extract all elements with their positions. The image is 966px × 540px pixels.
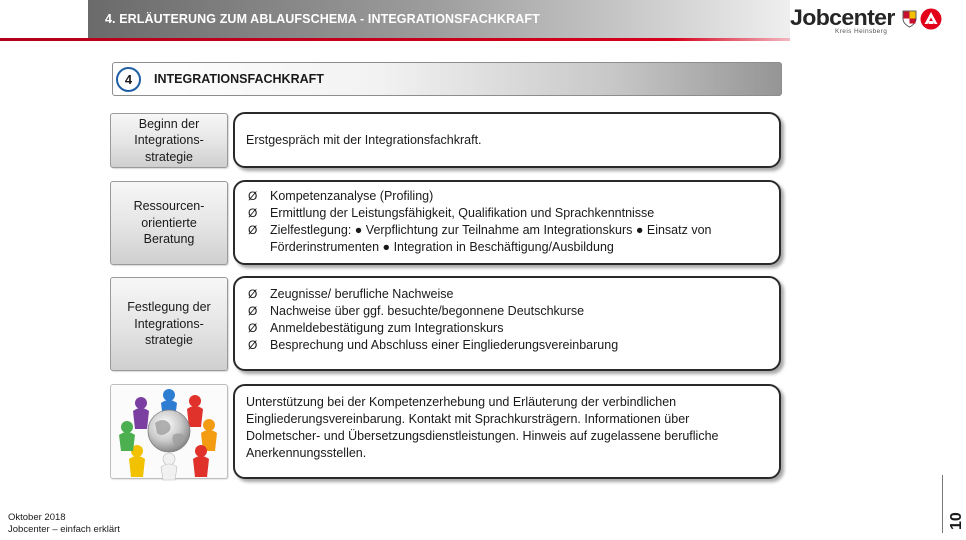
arrow-bullet-icon: Ø [248, 321, 258, 335]
coat-of-arms-icon [902, 10, 917, 28]
arrow-bullet-icon: Ø [248, 223, 258, 237]
footer-date: Oktober 2018 [8, 512, 66, 523]
jobcenter-logo-icon [920, 8, 942, 30]
support-text: Unterstützung bei der Kompetenzerhebung und Erläuterung der verbindlichen Eingliederungsvereinbarung. Kontakt mit Sprachkursträgern. Informationen über Dolmetscher- und Übersetzungsdienstleistungen. Hinweis auf zugelassene berufliche Anerkennungsstellen. [246, 395, 719, 460]
header-red-line [0, 38, 790, 41]
list-item: Ø Zielfestlegung: ● Verpflichtung zur Teilnahme am Integrationskurs ● Einsatz von Förderinstrumenten ● Integration in Beschäftigung/Ausbildung [248, 223, 712, 254]
list-item: Ø Ermittlung der Leistungsfähigkeit, Qualifikation und Sprachkenntnisse [248, 206, 655, 220]
label-strategy-text: Festlegung der Integrations-strategie [127, 300, 211, 348]
label-start-text: Beginn der Integrations-strategie [134, 116, 204, 164]
arrow-bullet-icon: Ø [248, 304, 258, 318]
section-title: INTEGRATIONSFACHKRAFT [154, 72, 324, 86]
page-title: 4. ERLÄUTERUNG ZUM ABLAUFSCHEMA - INTEGRATIONSFACHKRAFT [105, 12, 540, 26]
list-item: Ø Besprechung und Abschluss einer Eingliederungsvereinbarung [248, 338, 619, 352]
resources-bullet-list [246, 188, 769, 256]
label-box-resources [110, 181, 228, 265]
arrow-bullet-icon: Ø [248, 338, 258, 352]
content-box-support [233, 384, 781, 479]
list-item: Ø Anmeldebestätigung zum Integrationskurs [248, 321, 504, 335]
arrow-bullet-icon: Ø [248, 206, 258, 220]
label-box-start [110, 113, 228, 168]
content-box-start [233, 112, 781, 168]
section-number-badge: 4 [116, 67, 141, 92]
content-start-text: Erstgespräch mit der Integrationsfachkraft. [246, 132, 482, 147]
list-item: Ø Nachweise über ggf. besuchte/begonnene Deutschkurse [248, 304, 585, 318]
list-item: Ø Zeugnisse/ berufliche Nachweise [248, 287, 454, 301]
footer-tagline: Jobcenter – einfach erklärt [8, 524, 120, 535]
content-box-strategy [233, 276, 781, 371]
header-left-spacer [0, 0, 88, 38]
label-resources-text: Ressourcen-orientierte Beratung [133, 199, 205, 247]
arrow-bullet-icon: Ø [248, 189, 258, 203]
arrow-bullet-icon: Ø [248, 287, 258, 301]
label-box-strategy [110, 277, 228, 371]
logo-word: Jobcenter [790, 5, 895, 30]
page-number: 10 [948, 512, 965, 530]
people-globe-icon [111, 385, 229, 480]
logo-subtitle: Kreis Heinsberg [835, 28, 888, 35]
footer-divider [942, 475, 943, 533]
strategy-bullet-list [246, 286, 769, 354]
content-box-resources [233, 180, 781, 265]
list-item: Ø Kompetenzanalyse (Profiling) [248, 189, 434, 203]
people-globe-illustration [110, 384, 228, 479]
jobcenter-logo [787, 5, 947, 37]
